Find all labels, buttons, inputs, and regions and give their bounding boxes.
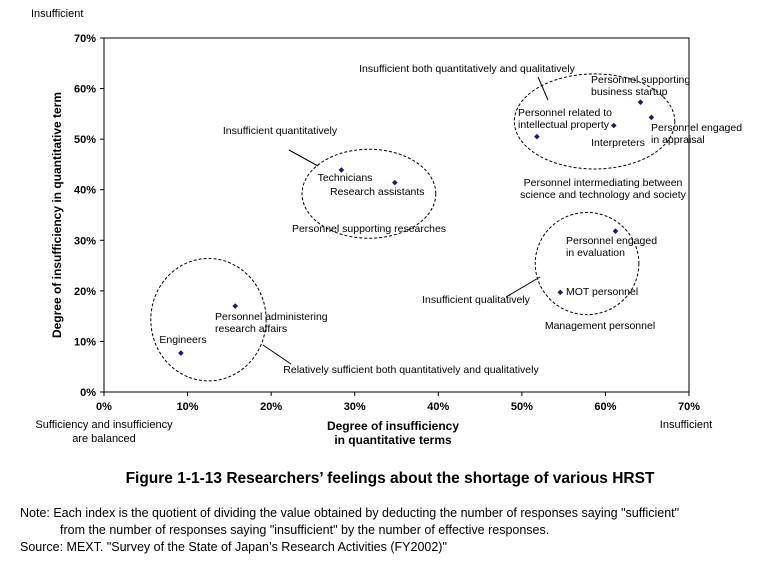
point-label: Technicians [317, 172, 373, 184]
x-axis-note-right: Insufficient [659, 419, 713, 431]
data-point [392, 180, 398, 186]
annotation-leader [289, 150, 318, 166]
figure-notes [20, 505, 775, 556]
x-tick-label: 20% [260, 401, 283, 413]
data-point [638, 99, 644, 105]
x-tick-label: 40% [427, 401, 450, 413]
data-point [558, 290, 564, 296]
x-tick-label: 30% [343, 401, 366, 413]
point-label: Personnel supporting business startup [591, 74, 691, 98]
x-tick-label: 50% [510, 401, 533, 413]
group-label: Personnel intermediating between science and technology and society [520, 177, 686, 201]
point-label: Personnel related to intellectual property [518, 107, 612, 131]
point-label: Engineers [159, 334, 207, 346]
x-tick-label: 10% [176, 401, 199, 413]
y-tick-label: 40% [73, 184, 96, 197]
data-point [613, 228, 619, 234]
annotation: Insufficient quantitatively [222, 125, 338, 137]
data-point [649, 115, 655, 121]
point-label: MOT personnel [566, 286, 639, 298]
data-point [232, 303, 238, 309]
y-tick-label: 10% [73, 336, 96, 349]
group-ellipse-3 [535, 212, 639, 314]
annotation: Relatively sufficient both quantitatively and qualitatively [283, 364, 539, 376]
annotation-leader [538, 77, 548, 100]
figure-title: Figure 1-1-13 Researchers’ feelings about the shortage of various HRST [125, 470, 655, 487]
data-point [534, 134, 540, 140]
x-tick-label: 0% [96, 401, 112, 413]
annotation: Insufficient qualitatively [422, 294, 530, 306]
x-axis-note-left: Sufficiency and insufficiency are balanced [35, 419, 173, 445]
data-point [611, 123, 617, 129]
y-tick-label: 20% [73, 285, 96, 298]
group-label: Personnel supporting researches [291, 223, 447, 235]
point-label: Interpreters [591, 137, 645, 149]
annotation: Insufficient both quantitatively and qualitatively [359, 63, 575, 75]
y-tick-label: 60% [73, 83, 96, 96]
point-label: Personnel engaged in evaluation [566, 235, 658, 259]
point-label: Personnel engaged in appraisal [651, 122, 743, 146]
source-line: Source: MEXT. "Survey of the State of Japan’s Research Activities (FY2002)" [20, 540, 447, 554]
y-tick-label: 50% [73, 134, 96, 147]
point-label: Personnel administering research affairs [215, 311, 328, 335]
y-tick-label: 0% [80, 387, 96, 399]
y-axis-top-note: Insufficient [31, 8, 84, 20]
y-tick-label: 30% [73, 235, 96, 248]
y-axis-label: Degree of insufficiency in quantitative term [50, 91, 64, 339]
note-line-1: Note: Each index is the quotient of dividing the value obtained by deducting the number of responses saying "sufficient" [20, 506, 680, 520]
y-tick-label: 70% [73, 33, 96, 45]
x-tick-label: 70% [677, 401, 701, 413]
data-point [178, 350, 184, 356]
x-axis-label: Degree of insufficiency in quantitative terms [326, 419, 460, 447]
note-line-2: from the number of responses saying "insufficient" by the number of effective responses. [60, 523, 550, 537]
x-tick-label: 60% [594, 401, 617, 413]
point-label: Research assistants [330, 186, 425, 198]
group-label: Management personnel [544, 320, 656, 332]
annotation-leader [263, 345, 291, 364]
